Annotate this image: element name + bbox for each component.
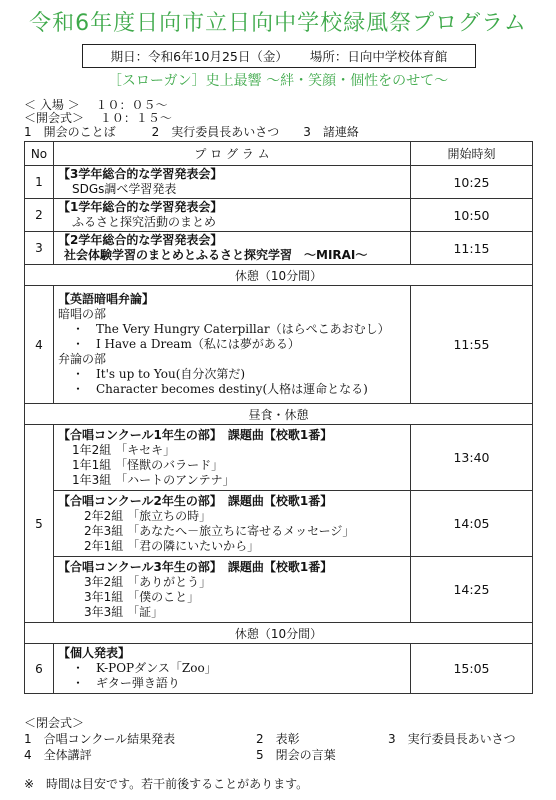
program-cell xyxy=(54,644,411,694)
program-cell xyxy=(54,491,411,557)
program-title: 【合唱コンクール3年生の部】 課題曲【校歌1番】 xyxy=(58,559,333,574)
break-label: 休憩（10分間） xyxy=(25,265,533,286)
program-detail: SDGs調べ学習発表 xyxy=(72,182,177,196)
program-item: ・ K-POPダンス「Zoo」 xyxy=(72,661,217,675)
program-item: ・ I Have a Dream（私には夢がある） xyxy=(72,337,300,351)
program-item: 3年1組 「僕のこと」 xyxy=(84,589,200,604)
program-item: ・ The Very Hungry Caterpillar（はらぺこあおむし） xyxy=(72,322,390,336)
table-row xyxy=(25,166,533,199)
table-row xyxy=(25,425,533,491)
closing-row xyxy=(24,747,544,763)
closing-item: 1 合唱コンクール結果発表 xyxy=(24,732,176,746)
break-label: 休憩（10分間） xyxy=(25,623,533,644)
program-cell xyxy=(54,425,411,491)
start-time: 15:05 xyxy=(411,644,533,694)
row-no: 1 xyxy=(25,166,54,199)
program-item: 2年1組 「君の隣にいたいから」 xyxy=(84,538,260,553)
table-row xyxy=(25,644,533,694)
program-item: 3年2組 「ありがとう」 xyxy=(84,574,212,589)
opening-time: ＜開会式＞ １０：１５〜 xyxy=(24,111,172,125)
program-cell xyxy=(54,166,411,199)
entry-time: ＜ 入場 ＞ １０：０５〜 xyxy=(24,98,168,112)
program-item: 3年3組 「証」 xyxy=(84,604,164,619)
start-time: 11:15 xyxy=(411,232,533,265)
start-time: 10:25 xyxy=(411,166,533,199)
table-header-row xyxy=(25,142,533,166)
closing-item: 3 実行委員長あいさつ xyxy=(388,732,516,746)
closing-item: 5 閉会の言葉 xyxy=(256,748,336,762)
program-item: ・ ギター弾き語り xyxy=(72,676,180,690)
row-no: 4 xyxy=(25,286,54,404)
program-title: 【個人発表】 xyxy=(58,646,131,660)
lunch-label: 昼食・休憩 xyxy=(25,404,533,425)
event-date: 期日：令和6年10月25日（金） xyxy=(110,49,288,64)
opening-items: 1 開会のことば 2 実行委員長あいさつ 3 諸連絡 xyxy=(24,125,359,139)
program-item: 1年1組 「怪獣のバラード」 xyxy=(72,457,224,472)
closing-heading: ＜閉会式＞ xyxy=(24,716,85,730)
header-no: No xyxy=(25,142,54,166)
row-no: 3 xyxy=(25,232,54,265)
program-detail: 社会体験学習のまとめとふるさと探究学習 ～MIRAI～ xyxy=(64,248,368,262)
program-item: 1年3組 「ハートのアンテナ」 xyxy=(72,472,235,487)
closing-item: 4 全体講評 xyxy=(24,748,92,762)
break-row xyxy=(25,623,533,644)
table-row xyxy=(25,286,533,404)
table-row xyxy=(25,557,533,623)
program-item: 2年2組 「旅立ちの時」 xyxy=(84,508,212,523)
program-title: 【3学年総合的な学習発表会】 xyxy=(58,167,223,181)
break-row xyxy=(25,404,533,425)
program-cell xyxy=(54,557,411,623)
start-time: 13:40 xyxy=(411,425,533,491)
table-row xyxy=(25,232,533,265)
row-no: 2 xyxy=(25,199,54,232)
program-title: 【合唱コンクール1年生の部】 課題曲【校歌1番】 xyxy=(58,427,333,442)
program-item: ・ Character becomes destiny(人格は運命となる) xyxy=(72,382,368,396)
start-time: 10:50 xyxy=(411,199,533,232)
program-cell xyxy=(54,286,411,404)
row-no: 6 xyxy=(25,644,54,694)
closing-row xyxy=(24,731,544,747)
break-row xyxy=(25,265,533,286)
section-label: 暗唱の部 xyxy=(58,307,107,321)
start-time: 14:05 xyxy=(411,491,533,557)
program-title: 【1学年総合的な学習発表会】 xyxy=(58,200,223,214)
slogan: ［スローガン］史上最響 〜絆・笑顔・個性をのせて〜 xyxy=(107,73,449,89)
closing-ceremony xyxy=(24,715,544,763)
table-row xyxy=(25,199,533,232)
header-start-time: 開始時刻 xyxy=(411,142,533,166)
start-time: 14:25 xyxy=(411,557,533,623)
program-item: 2年3組 「あなたへ－旅立ちに寄せるメッセージ」 xyxy=(84,523,355,538)
date-place-box xyxy=(82,44,476,68)
row-no: 5 xyxy=(25,425,54,623)
program-detail: ふるさと探究活動のまとめ xyxy=(72,215,217,229)
program-cell xyxy=(54,232,411,265)
footnote: ※ 時間は目安です。若干前後することがあります。 xyxy=(24,777,309,791)
program-item: ・ It's up to You(自分次第だ) xyxy=(72,367,246,381)
event-place: 場所：日向中学校体育館 xyxy=(309,49,448,64)
program-table xyxy=(24,141,533,694)
page-title: 令和6年度日向市立日向中学校緑風祭プログラム xyxy=(29,11,527,36)
program-title: 【英語暗唱弁論】 xyxy=(58,292,155,306)
program-cell xyxy=(54,199,411,232)
program-title: 【2学年総合的な学習発表会】 xyxy=(58,233,223,247)
header-program: プ ロ グ ラ ム xyxy=(54,142,411,166)
section-label: 弁論の部 xyxy=(58,352,107,366)
start-time: 11:55 xyxy=(411,286,533,404)
program-title: 【合唱コンクール2年生の部】 課題曲【校歌1番】 xyxy=(58,493,333,508)
program-item: 1年2組 「キセキ」 xyxy=(72,442,176,457)
closing-item: 2 表彰 xyxy=(256,732,300,746)
table-row xyxy=(25,491,533,557)
